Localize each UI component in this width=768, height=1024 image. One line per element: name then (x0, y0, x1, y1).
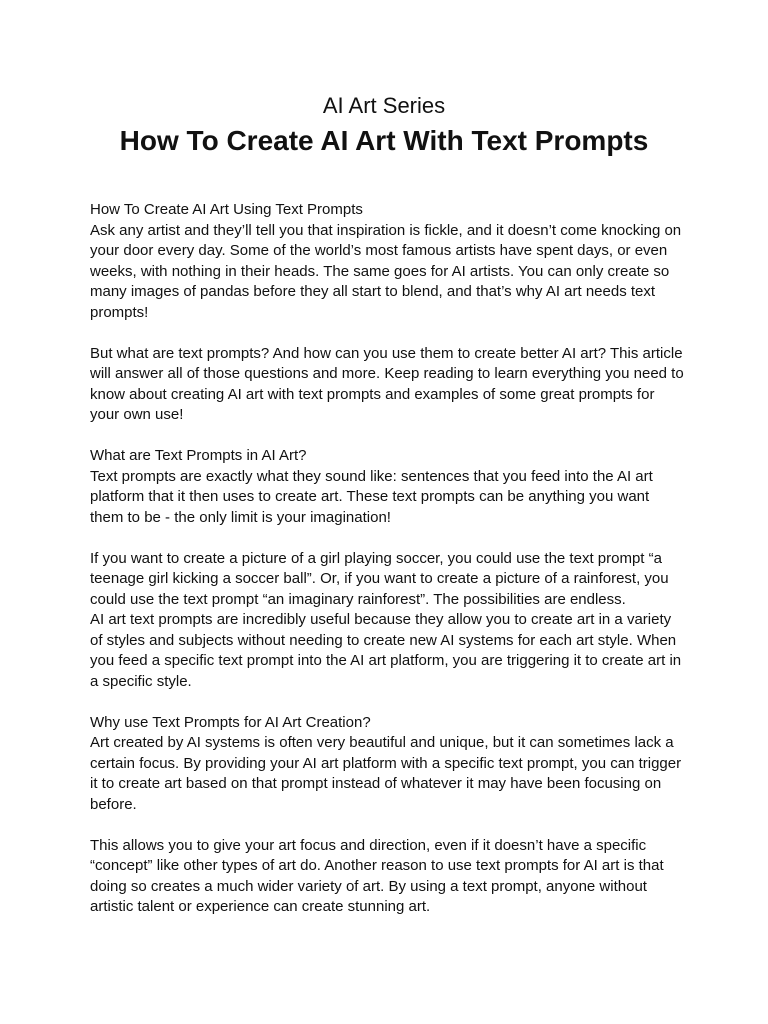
paragraph: Art created by AI systems is often very beautiful and unique, but it can sometimes lack a certain focus. By providing your AI art platform with a specific text prompt, you can trigger it to create art based on that prompt instead of whatever it may have been focusing on before. (90, 734, 682, 813)
paragraph: Ask any artist and they’ll tell you that inspiration is fickle, and it doesn’t come knocking on your door every day. Some of the world’s most famous artists have spent days, or even weeks, with nothing in their heads. The same goes for AI artists. You can only create so many images of pandas before they all start to blend, and that’s why AI art needs text prompts! (90, 221, 682, 321)
paragraph-spacer (90, 528, 686, 549)
series-heading: AI Art Series (322, 93, 446, 118)
paragraph-spacer (90, 426, 686, 447)
section-heading: Why use Text Prompts for AI Art Creation? (90, 713, 371, 731)
paragraph-spacer (90, 692, 686, 713)
page-title: How To Create AI Art With Text Prompts (119, 125, 649, 156)
paragraph: Text prompts are exactly what they sound like: sentences that you feed into the AI art platform that it then uses to create art. These text prompts can be anything you want them to be - the only limit is your imagination! (90, 467, 653, 526)
paragraph-spacer (90, 323, 686, 344)
paragraph: AI art text prompts are incredibly useful because they allow you to create art in a variety of styles and subjects without needing to create new AI systems for each art style. When you feed a specific text prompt into the AI art platform, you are triggering it to create art in a specific style. (90, 611, 682, 690)
intro-heading: How To Create AI Art Using Text Prompts (90, 201, 363, 218)
article-body (90, 200, 686, 918)
section-heading: What are Text Prompts in AI Art? (90, 447, 307, 464)
paragraph: If you want to create a picture of a girl playing soccer, you could use the text prompt “a teenage girl kicking a soccer ball”. Or, if you want to create a picture of a rainforest, you could use the text prompt “an imaginary rainforest”. The possibilities are endless. (90, 549, 669, 608)
paragraph-spacer (90, 815, 686, 836)
paragraph: But what are text prompts? And how can you use them to create better AI art? This article will answer all of those questions and more. Keep reading to learn everything you need to know about creating AI art with text prompts and examples of some great prompts for your own use! (90, 344, 684, 423)
paragraph: This allows you to give your art focus and direction, even if it doesn’t have a specific “concept” like other types of art do. Another reason to use text prompts for AI art is that doing so creates a much wider variety of art. By using a text prompt, anyone without artistic talent or experience can create stunning art. (90, 836, 664, 915)
